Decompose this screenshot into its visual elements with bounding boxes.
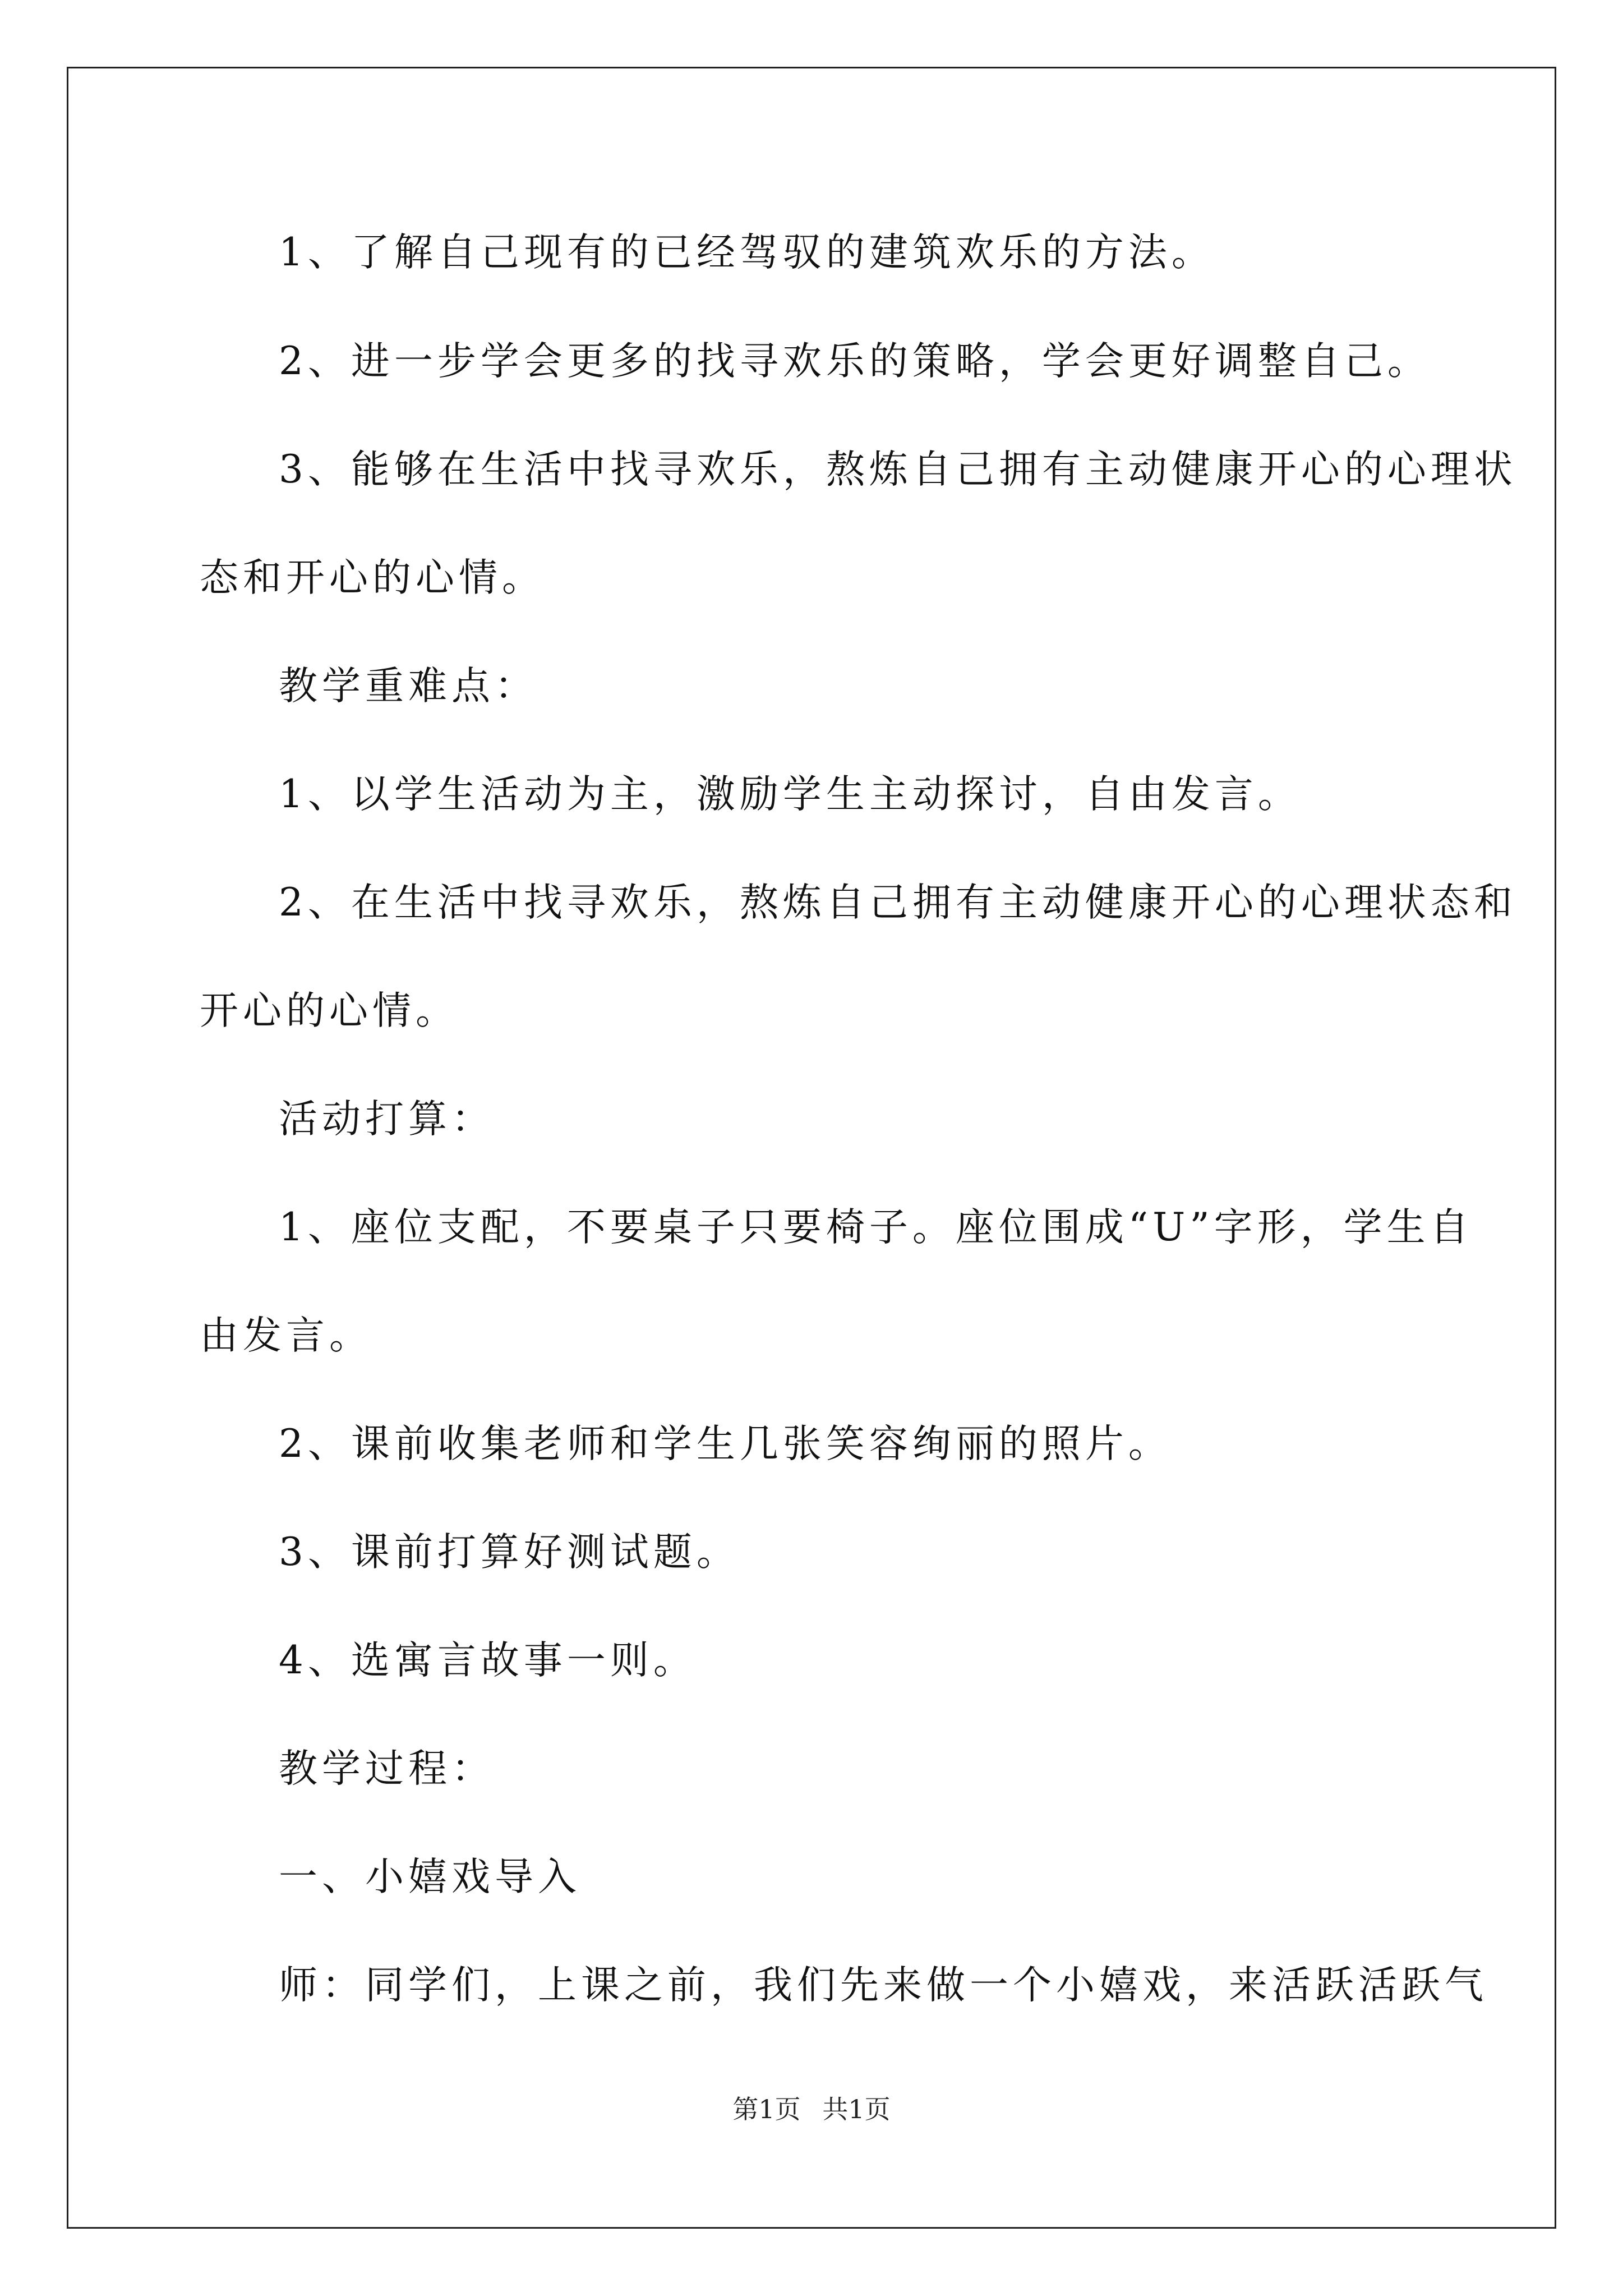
- paragraph-line: 态和开心的心情。: [200, 555, 545, 600]
- paragraph-line: 师：同学们，上课之前，我们先来做一个小嬉戏，来活跃活跃气: [279, 1963, 1488, 2008]
- paragraph-line: 4、选寓言故事一则。: [279, 1638, 697, 1683]
- paragraph-line: 由发言。: [200, 1313, 372, 1358]
- section-heading: 教学过程：: [279, 1746, 495, 1791]
- paragraph-line: 1、以学生活动为主，激励学生主动探讨，自由发言。: [279, 772, 1301, 817]
- paragraph-line: 开心的心情。: [200, 988, 459, 1033]
- paragraph-line: 2、课前收集老师和学生几张笑容绚丽的照片。: [279, 1421, 1172, 1466]
- page-border: [67, 67, 1556, 2229]
- paragraph-line: 1、座位支配，不要桌子只要椅子。座位围成“U”字形，学生自: [279, 1205, 1473, 1250]
- paragraph-line: 2、进一步学会更多的找寻欢乐的策略，学会更好调整自己。: [279, 339, 1431, 384]
- paragraph-line: 1、了解自己现有的已经驾驭的建筑欢乐的方法。: [279, 230, 1215, 275]
- page-footer: [0, 2092, 1623, 2126]
- paragraph-line: 3、课前打算好测试题。: [279, 1530, 740, 1575]
- paragraph-line: 2、在生活中找寻欢乐，熬炼自己拥有主动健康开心的心理状态和: [279, 880, 1517, 925]
- page-number-current: 第1页: [732, 2094, 801, 2124]
- paragraph-line: 3、能够在生活中找寻欢乐，熬炼自己拥有主动健康开心的心理状: [279, 447, 1517, 492]
- page-number-total: 共1页: [822, 2094, 891, 2124]
- section-heading: 活动打算：: [279, 1097, 495, 1142]
- section-heading: 一、小嬉戏导入: [279, 1855, 581, 1899]
- section-heading: 教学重难点：: [279, 664, 538, 708]
